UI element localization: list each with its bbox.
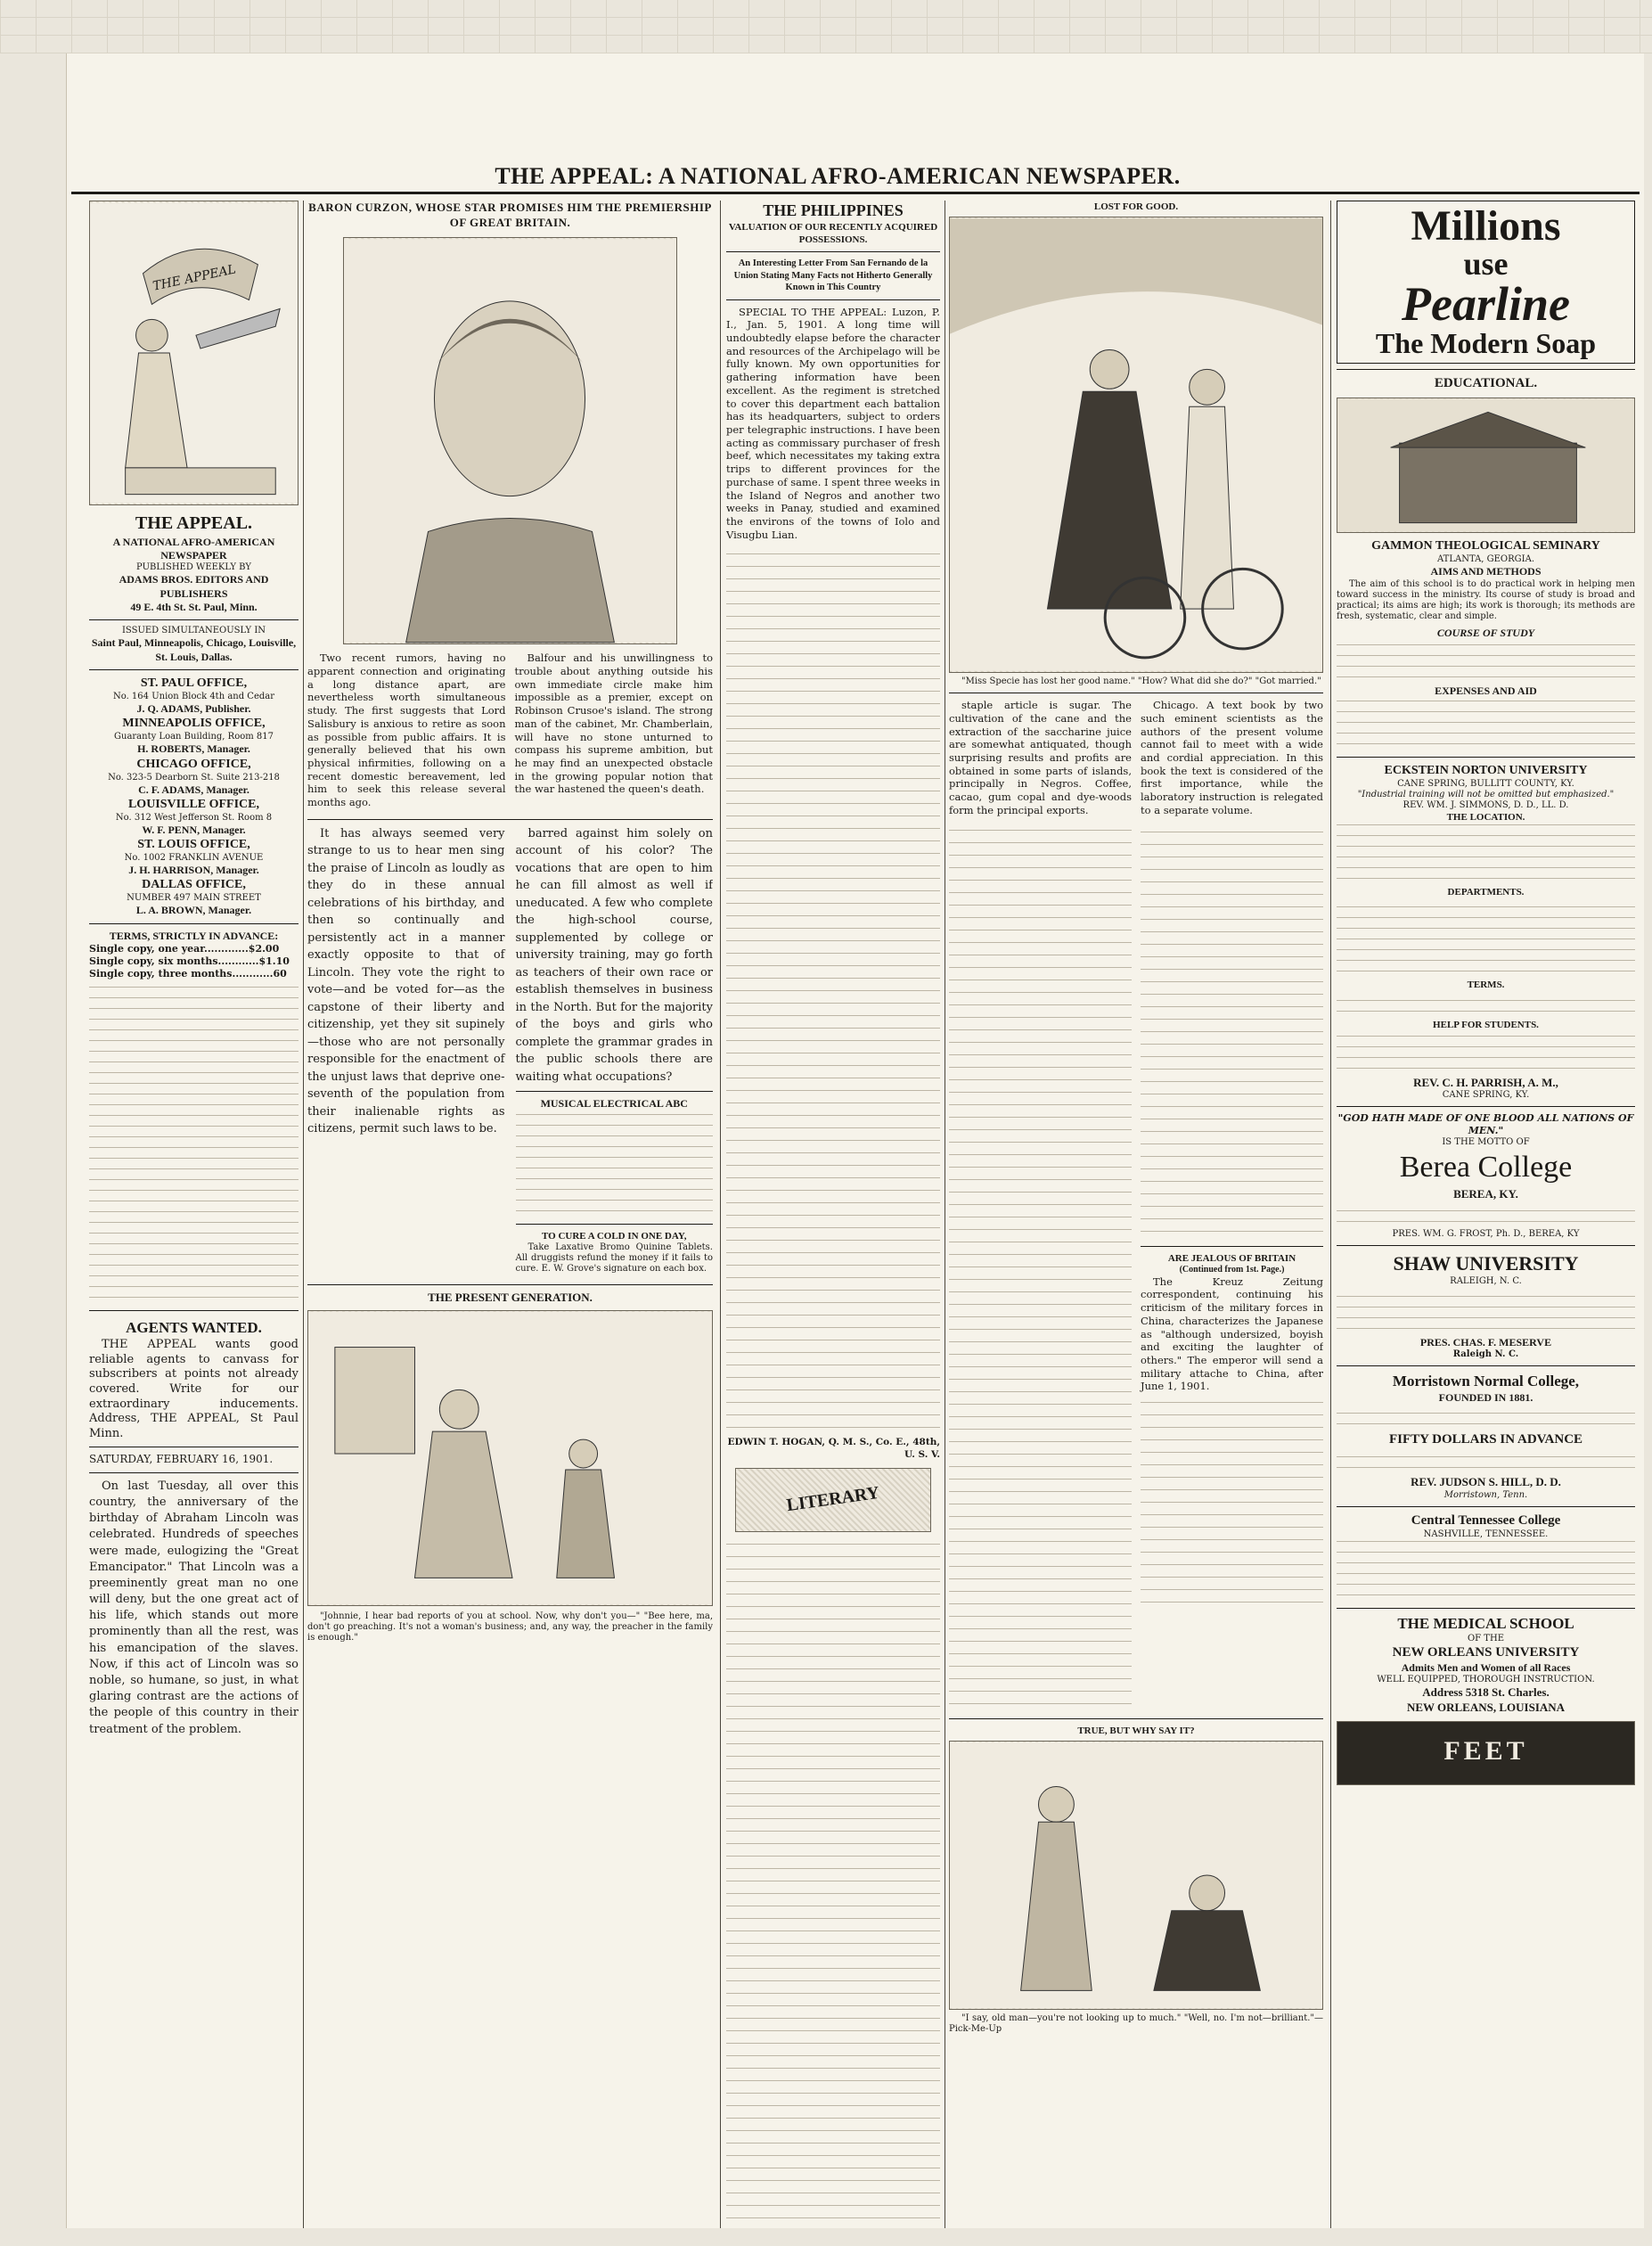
paper-subtitle: A NATIONAL AFRO-AMERICAN NEWSPAPER [112,535,275,562]
divider [89,923,299,924]
judson-location: Morristown, Tenn. [1443,1489,1528,1500]
help-title: HELP FOR STUDENTS. [1433,1019,1539,1030]
curzon-text-b: Balfour and his unwillingness to trouble about anything outside his own immediate circle make him impossible as a premier, except on Robinson Crusoe's island. The strong man of the cabinet, Mr. Chamberlain, will have no stone unturned to compass his supreme ambition, but he may find an unexpected obstacle in the growing popular notion that the war hastened the queen's death. [514,652,713,796]
departments-title: DEPARTMENTS. [1447,887,1525,898]
literary-label: LITERARY [785,1483,881,1516]
office-entry: LOUISVILLE OFFICE, No. 312 West Jefferson St. Room 8 W. F. PENN, Manager. [115,797,273,836]
terms-line: Single copy, three months............60 [89,968,287,980]
gammon-location: ATLANTA, GEORGIA. [1436,554,1534,565]
article-body-block [1141,1398,1323,1611]
terms-list [89,943,299,980]
article-body-block [949,822,1132,1713]
cities: Saint Paul, Minneapolis, Chicago, Louisville, St. Louis, Dallas. [91,636,297,663]
lost-for-good-caption: "Miss Specie has lost her good name." "How? What did she do?" "Got married." [961,676,1321,687]
fine-print-block [1337,1448,1635,1475]
fifty-dollars-text: FIFTY DOLLARS IN ADVANCE [1388,1432,1583,1447]
column-5 [1337,201,1635,2228]
cartoon-icon [308,1311,712,1605]
office-entry: CHICAGO OFFICE, No. 323-5 Dearborn St. Suite 213-218 C. F. ADAMS, Manager. [108,757,280,796]
divider [516,1091,714,1092]
eckstein-motto: "Industrial training will not be omitted but emphasized." [1357,790,1615,800]
lincoln-editorial: On last Tuesday, all over this country, the anniversary of the birthday of Abraham Lincoln was celebrated. Hundreds of speeches were made, eulogizing the "Great Emancipator." That Lincoln was a preeminently great man no one will deny, but the one great act of his life, which stands out more prominently than all the rest, was his emancipation of the slaves. Now, if this act of Lincoln was so noble, so humane, so just, in what glaring contrast are the actions of the people of this country in their treatment of the problem. [89,1479,299,1736]
banner-label: THE APPEAL [151,262,238,294]
literary-header [735,1468,931,1532]
office-entry: ST. PAUL OFFICE, No. 164 Union Block 4th and Cedar J. Q. ADAMS, Publisher. [112,676,275,716]
appeal-banner-illustration [89,201,299,505]
lost-for-good-title: LOST FOR GOOD. [1093,201,1179,212]
berea-location: BEREA, KY. [1453,1186,1518,1201]
new-orleans-address: Address 5318 St. Charles. [1422,1685,1550,1700]
founded-text: FOUNDED IN 1881. [1438,1390,1533,1404]
divider [89,619,299,620]
present-generation-cartoon [307,1310,713,1606]
fine-print-block [1337,640,1635,684]
divider [949,1718,1323,1719]
present-generation-title: THE PRESENT GENERATION. [428,1290,593,1304]
publishers: ADAMS BROS. EDITORS AND PUBLISHERS [119,573,269,600]
fine-print-block [1337,824,1635,886]
lincoln-text-c: It has always seemed very strange to us to hear men sing the praise of Lincoln as loudly as they do in these annual celebrations of his birthday, and then so continually and persistently act in a manner exactly opposite to that of Lincoln. They vote the right to vote—and be voted for—as the capstone of their liberty and citizenship, yet they sit supinely—those who are not personally responsible for the enactment of the unjust laws that deprive one-seventh of the population from their inalienable rights as citizens, permit such laws to be. [307,826,505,1136]
issue-date: SATURDAY, FEBRUARY 16, 1901. [89,1453,274,1466]
fine-print-block [516,1111,714,1218]
terms-line: Single copy, one year.............$2.00 [89,943,280,955]
agents-title: AGENTS WANTED. [126,1319,262,1337]
jealous-text: The Kreuz Zeitung correspondent, continuing his criticism of the military forces in China, characterizes the Japanese as "although undersized, boyish and exciting the laughter of others." The emperor will send a military attache to China, after June 1, 1901. [1141,1275,1323,1393]
new-orleans-university-title: NEW ORLEANS UNIVERSITY [1392,1644,1580,1660]
divider [1337,1365,1635,1366]
true-but-why-title: TRUE, BUT WHY SAY IT? [1077,1725,1195,1736]
column-4 [949,201,1323,2228]
parrish-location: CANE SPRING, KY. [1442,1090,1530,1101]
divider [89,669,299,670]
curzon-portrait [343,237,677,644]
musical-abc-title: MUSICAL ELECTRICAL ABC [540,1097,688,1111]
masthead: THE APPEAL: A NATIONAL AFRO-AMERICAN NEWSPAPER. [495,163,1181,189]
shaw-president-location: Raleigh N. C. [1452,1349,1519,1360]
central-tennessee-location: NASHVILLE, TENNESSEE. [1423,1529,1549,1540]
philippines-title: THE PHILIPPINES [763,201,904,219]
herald-figure-icon [90,201,298,504]
sugar-text: staple article is sugar. The cultivation of the cane and the extraction of the saccharine juice are somewhat antiquated, though surprising results and profits are obtained in some parts of islands, principally in Negros. Coffee, cacao, gum copal and dye-woods form the principal exports. [949,699,1132,816]
column-divider [303,201,304,2228]
published-by: PUBLISHED WEEKLY BY [136,562,251,573]
divider [726,251,940,252]
location-title: THE LOCATION. [1446,812,1525,824]
scan-grid-background [0,0,1652,53]
divider [726,299,940,300]
column-divider [720,201,721,2228]
philippines-sub1: VALUATION OF OUR RECENTLY ACQUIRED POSSESSIONS. [728,222,938,246]
curzon-text-a: Two recent rumors, having no apparent connection and originating a long distance apart, are nevertheless worth simultaneous study. The first suggests that Lord Salisbury is anxious to retire as soon as possible from public affairs. It is generally believed that his own physical infirmities, following on a recent domestic bereavement, led him to seek this release several months ago. [307,652,506,809]
true-but-why-cartoon [949,1741,1323,2010]
divider [89,1310,299,1311]
divider [307,1284,713,1285]
office-entry: DALLAS OFFICE, NUMBER 497 MAIN STREET L. A. BROWN, Manager. [127,878,261,917]
admits-text: Admits Men and Women of all Races [1401,1661,1571,1675]
berea-title: Berea College [1399,1151,1573,1184]
morristown-title: Morristown Normal College, [1392,1373,1580,1390]
divider [1141,1246,1323,1247]
divider [1337,1245,1635,1246]
office-entry: MINNEAPOLIS OFFICE, Guaranty Loan Building, Room 817 H. ROBERTS, Manager. [114,717,274,756]
jealous-title: ARE JEALOUS OF BRITAIN [1167,1252,1296,1264]
terms-title: TERMS. [1467,980,1505,991]
divider [1337,757,1635,758]
cold-cure-title: TO CURE A COLD IN ONE DAY, [542,1230,687,1242]
column-1 [89,201,299,2228]
use-text: use [1463,246,1509,282]
building-icon [1337,398,1634,532]
god-hath-motto: "GOD HATH MADE OF ONE BLOOD ALL NATIONS OF MEN." [1337,1112,1634,1137]
column-divider [1330,201,1331,2228]
lost-for-good-cartoon [949,217,1323,673]
terms-title: TERMS, STRICTLY IN ADVANCE: [109,929,279,942]
shaw-location: RALEIGH, N. C. [1450,1275,1522,1286]
philippines-sub2: An Interesting Letter From San Fernando de la Union Stating Many Facts not Hitherto Generally Known in This Country [733,258,933,293]
berea-president: PRES. WM. G. FROST, Ph. D., BEREA, KY [1392,1228,1580,1239]
divider [1337,1106,1635,1107]
gammon-title: GAMMON THEOLOGICAL SEMINARY [1371,539,1600,553]
true-but-why-caption: "I say, old man—you're not looking up to much." "Well, no. I'm not—brilliant."—Pick-Me-Up [949,2012,1323,2034]
article-body-block [1141,822,1323,1241]
shaw-title: SHAW UNIVERSITY [1393,1251,1579,1275]
cold-cure-text: Take Laxative Bromo Quinine Tablets. All druggists refund the money if it fails to cure. E. W. Grove's signature on each box. [515,1242,713,1274]
office-entry: ST. LOUIS OFFICE, No. 1002 FRANKLIN AVENUE J. H. HARRISON, Manager. [124,838,264,877]
textbook-text: Chicago. A text book by two such eminent scientists as the authors of the present volume cannot fail to meet with a wide and cordial appreciation. In this book the text is considered of the first importance, while the laboratory instruction is relegated to a separate volume. [1141,699,1323,816]
feet-ad [1337,1721,1635,1785]
expenses-title: EXPENSES AND AID [1435,684,1537,697]
eckstein-title: ECKSTEIN NORTON UNIVERSITY [1384,764,1588,778]
curzon-article [307,652,713,814]
portrait-icon [344,238,676,643]
lincoln-continued [307,825,713,1279]
fine-print-block [1337,1202,1635,1229]
well-equipped-text: WELL EQUIPPED, THOROUGH INSTRUCTION. [1377,1675,1595,1685]
philippines-text: SPECIAL TO THE APPEAL: Luzon, P. I., Jan. 5, 1901. A long time will undoubtedly elapse before the character and resources of the Archipelago will be fully known. My own opportunities for gathering information have been excellent. As the regiment is stretched to cover this department each battalion has its headquarters, subject to orders per telegraphic instructions. I have been acting as commissary purchaser of fresh beef, which necessitates my taking extra trips to different provinces for the purchase of same. I spent three weeks in the Island of Negros and another two weeks in Panay, studied and examined the environs of the towns of Iolo and Visugbu Lian. [726,305,940,541]
divider [1337,369,1635,370]
two-men-icon [950,1742,1322,2009]
divider [1337,1608,1635,1609]
issued-label: ISSUED SIMULTANEOUSLY IN [121,626,266,636]
article-body-block [726,545,940,1437]
pearline-text: Pearline [1402,277,1570,331]
terms-line: Single copy, six months............$1.10 [89,955,290,968]
fine-print-block [1337,1287,1635,1336]
fine-print-block [1337,992,1635,1019]
educational-title: EDUCATIONAL. [1434,376,1538,391]
aims-title: AIMS AND METHODS [1430,565,1542,578]
column-3 [726,201,940,2228]
fine-print-block [1337,898,1635,979]
motto-of-label: IS THE MOTTO OF [1442,1137,1530,1148]
column-2 [307,201,713,2228]
divider [89,1472,299,1473]
gammon-building [1337,398,1635,533]
shaw-president: PRES. CHAS. F. MESERVE [1419,1335,1552,1348]
curzon-headline: BARON CURZON, WHOSE STAR PROMISES HIM THE PREMIERSHIP OF GREAT BRITAIN. [308,201,712,229]
divider [516,1224,714,1225]
modern-soap-text: The Modern Soap [1375,327,1597,359]
medical-school-title: THE MEDICAL SCHOOL [1397,1615,1574,1633]
column-4-text [949,699,1323,1712]
pearline-ad [1337,201,1635,364]
publisher-address: 49 E. 4th St. St. Paul, Minn. [130,601,258,614]
eckstein-location: CANE SPRING, BULLITT COUNTY, KY. [1397,779,1574,790]
bicycle-couple-icon [950,217,1322,672]
parrish-name: REV. C. H. PARRISH, A. M., [1413,1075,1558,1089]
fine-print-block [1337,1405,1635,1431]
aims-text: The aim of this school is to do practical work in helping men toward success in the ministry. Its course of study is broad and practical; its aims are high; its work is thorough; its methods are fresh, systematic, clear and simple. [1337,578,1635,621]
fine-print-block [1337,698,1635,751]
of-the-label: OF THE [1467,1633,1504,1644]
paper-name: THE APPEAL. [135,513,253,533]
fine-print-block [1337,1031,1635,1076]
new-orleans-location: NEW ORLEANS, LOUISIANA [1406,1701,1566,1715]
fine-print-block [89,984,299,1305]
judson-name: REV. JUDSON S. HILL, D. D. [1411,1475,1561,1489]
masthead-rule [71,192,1640,194]
agents-text: THE APPEAL wants good reliable agents to canvass for subscribers at points not already covered. Write for our extraordinary inducements. Address, THE APPEAL, St Paul Minn. [89,1338,299,1440]
course-title: COURSE OF STUDY [1436,626,1535,639]
divider [307,819,713,820]
feet-label: FEET [1443,1735,1528,1766]
divider [1337,1506,1635,1507]
lincoln-text-d: barred against him solely on account of his color? The vocations that are open to him he can fill almost as well if uneducated. A few who complete the high-school course, supplemented by college or university training, may go forth as teachers of their own race or establish themselves in business in the North. But for the majority of the boys and girls who complete the grammar grades in the public schools there are waiting what occupations? [515,826,713,1084]
philippines-signature: EDWIN T. HOGAN, Q. M. S., Co. E., 48th, U. S. V. [727,1437,940,1460]
office-list [89,676,299,918]
millions-text: Millions [1411,202,1561,250]
eckstein-president: REV. WM. J. SIMMONS, D. D., LL. D. [1403,800,1569,811]
fine-print-block [1337,1540,1635,1603]
jealous-sub: (Continued from 1st. Page.) [1179,1264,1285,1275]
present-generation-caption: "Johnnie, I hear bad reports of you at school. Now, why don't you—" "Bee here, ma, don't go preaching. It's not a woman's business; and, any way, the preacher in the family is enough." [307,1611,713,1644]
central-tennessee-title: Central Tennessee College [1411,1512,1561,1528]
article-body-block [726,1539,940,2228]
